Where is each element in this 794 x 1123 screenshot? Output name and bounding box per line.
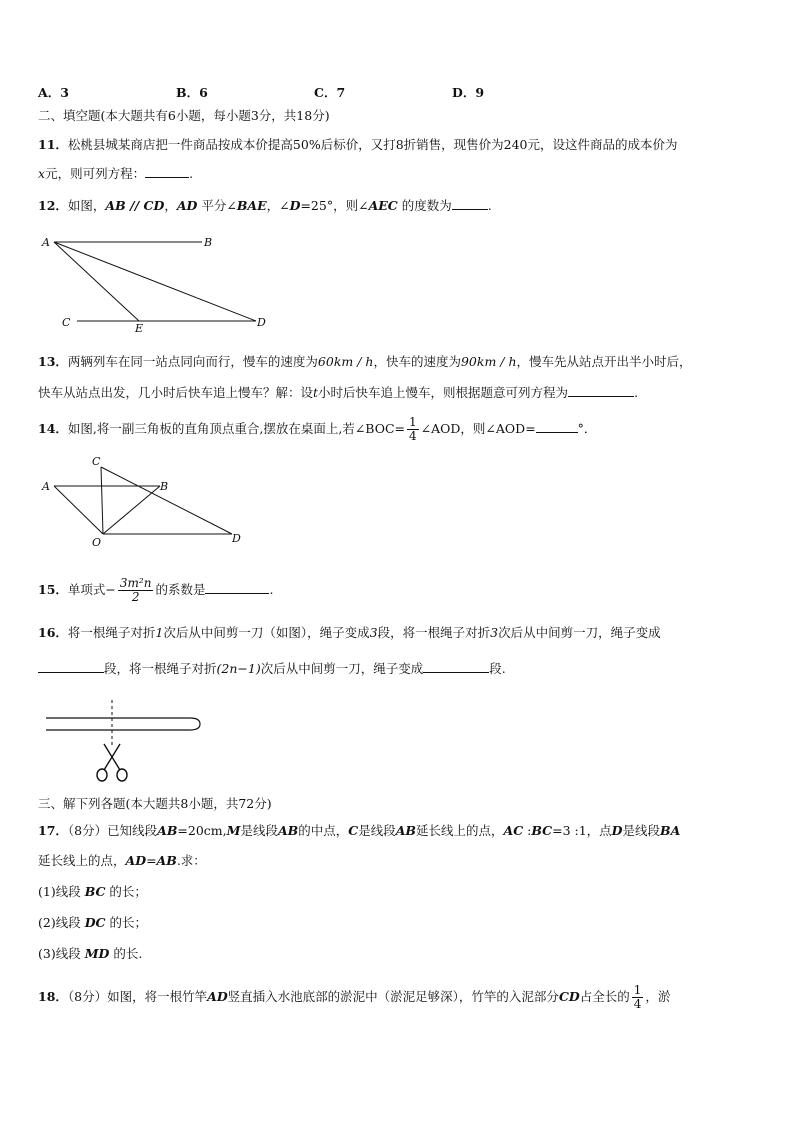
question-15-text: 15．单项式− $\frac{\text{3m²n}}{2}$ 的系数是 . [38, 576, 274, 604]
choice-c: C．7 [314, 85, 346, 100]
fig14-label-b: B [160, 480, 169, 493]
question-17-part3: (3)线段 MD 的长. [38, 946, 143, 961]
figure-12 [40, 232, 280, 335]
choice-b: B．6 [176, 85, 208, 100]
fig14-label-c: C [92, 455, 101, 468]
fig14-label-a: A [42, 480, 50, 493]
fig12-label-b: B [204, 236, 213, 249]
question-17-part1: (1)线段 BC 的长； [38, 884, 147, 899]
question-16-line2: 段，将一根绳子对折(2n−1)次后从中间剪一刀，绳子变成 段. [38, 661, 506, 677]
answer-blank-16a[interactable] [38, 661, 104, 673]
question-13-line1: 13．两辆列车在同一站点同向而行，慢车的速度为60km / h，快车的速度为90km / h，慢车先从站点开出半小时后， [38, 354, 692, 369]
fig12-label-c: C [62, 316, 71, 329]
answer-blank-15[interactable] [205, 582, 269, 594]
question-17-line1: 17．（8分）已知线段AB=20cm,M是线段AB的中点，C是线段AB延长线上的点，AC :BC=3 :1，点D是线段BA [38, 823, 681, 838]
fraction-monomial: $\frac{\text{3m²n}}{2}$ [119, 576, 152, 604]
answer-blank-12[interactable] [452, 198, 488, 210]
fig12-label-d: D [257, 316, 266, 329]
question-18-text: 18．（8分）如图，将一根竹竿AD竖直插入水池底部的淤泥中（淤泥足够深），竹竿的入泥部分CD占全长的 $\frac{1}{4}$ ，淤 [38, 983, 671, 1011]
question-11-line1: 11．松桃县城某商店把一件商品按成本价提高50%后标价，又打8折销售，现售价为240元，设这件商品的成本价为 [38, 137, 678, 152]
fig12-label-a: A [42, 236, 50, 249]
fig14-label-o: O [92, 536, 102, 549]
fig14-label-d: D [232, 532, 241, 545]
choice-d: D．9 [452, 85, 485, 100]
section2-heading: 二、填空题(本大题共有6小题，每小题3分，共18分) [38, 108, 330, 123]
question-14-text: 14．如图,将一副三角板的直角顶点重合,摆放在桌面上,若∠BOC= $\frac{1}{4}$ ∠AOD，则∠AOD= °． [38, 415, 597, 443]
fraction-one-quarter-18: $\frac{1}{4}$ [633, 983, 642, 1011]
question-17-line2: 延长线上的点，AD=AB.求： [38, 853, 206, 868]
question-13-line2: 快车从站点出发，几小时后快车追上慢车？解：设t小时后快车追上慢车，则根据题意可列方程为 . [38, 385, 639, 400]
fraction-one-quarter: $\frac{1}{4}$ [409, 415, 417, 443]
question-17-part2: (2)线段 DC 的长； [38, 915, 147, 930]
scissors-icon [97, 744, 127, 781]
answer-blank-13[interactable] [568, 385, 634, 397]
fig12-label-e: E [135, 322, 144, 335]
figure-14 [40, 453, 260, 548]
choice-a: A．3 [38, 85, 69, 100]
question-12-text: 12．如图，AB // CD，AD 平分∠BAE，∠D=25°，则∠AEC 的度数为 . [38, 198, 492, 213]
answer-blank-16b[interactable] [423, 661, 489, 673]
answer-blank-14[interactable] [536, 421, 578, 433]
section3-heading: 三、解下列各题(本大题共8小题，共72分) [38, 796, 272, 811]
answer-blank-11[interactable] [145, 166, 189, 178]
question-11-line2: x元，则可列方程： . [38, 166, 194, 181]
question-16-line1: 16．将一根绳子对折1次后从中间剪一刀（如图），绳子变成3段，将一根绳子对折3次后从中间剪一刀，绳子变成 [38, 625, 661, 640]
figure-16-rope [40, 700, 210, 790]
